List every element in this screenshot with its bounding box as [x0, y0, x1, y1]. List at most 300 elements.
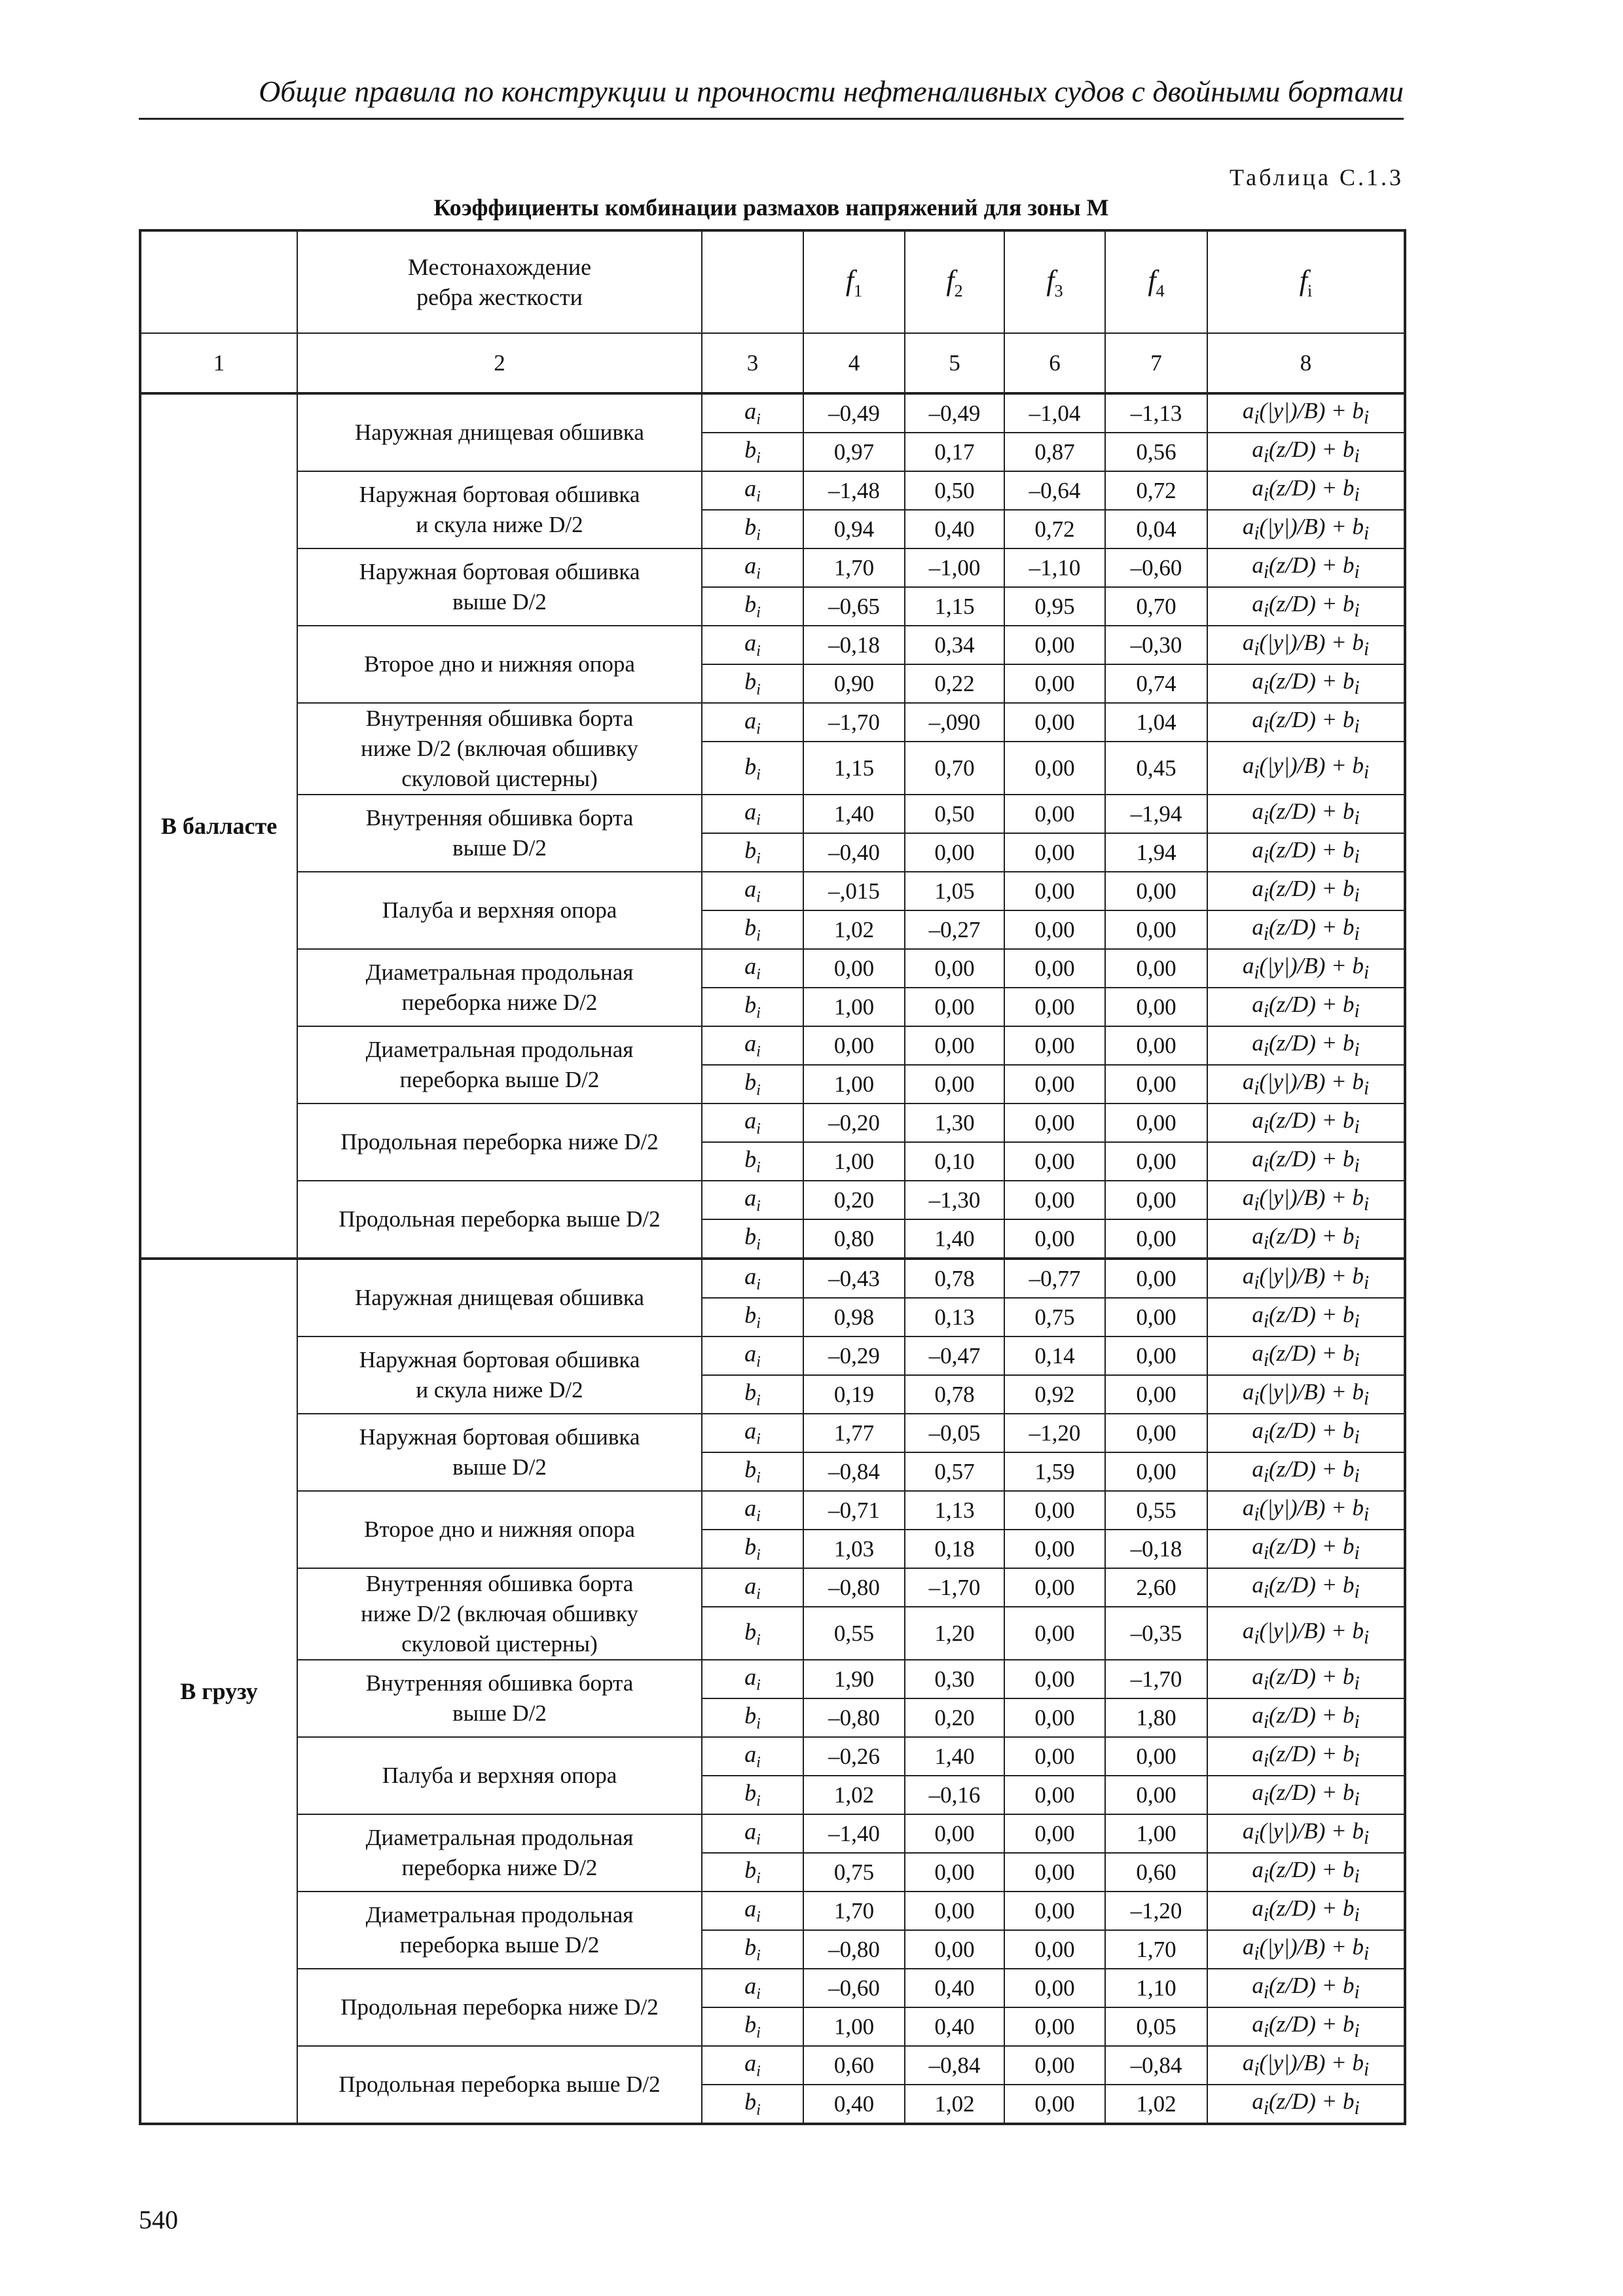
coef-symbol: $b_i$	[702, 910, 803, 949]
coef-value: 0,87	[1004, 433, 1105, 471]
coef-value: 1,70	[803, 548, 905, 587]
coef-value: 0,18	[905, 1530, 1004, 1568]
stiffener-location: Продольная переборка ниже D/2	[297, 1969, 702, 2046]
stiffener-location: Диаметральная продольная переборка выше D/2	[297, 1026, 702, 1103]
fi-formula: $a_i(z/D) + b_i$	[1207, 1530, 1405, 1568]
stiffener-location: Продольная переборка выше D/2	[297, 2046, 702, 2124]
coef-value: 0,00	[1105, 1103, 1207, 1142]
coef-value: –0,80	[803, 1930, 905, 1969]
coef-symbol: $b_i$	[702, 587, 803, 626]
coef-symbol: $b_i$	[702, 510, 803, 548]
table-row	[140, 1414, 1405, 1452]
coef-value: 0,00	[905, 1065, 1004, 1103]
coef-value: 0,00	[1004, 1969, 1105, 2007]
coef-symbol: $a_i$	[702, 1568, 803, 1607]
coef-symbol: $b_i$	[702, 1530, 803, 1568]
coef-value: –1,94	[1105, 795, 1207, 833]
coef-value: 1,02	[905, 2085, 1004, 2124]
coef-value: 1,00	[803, 988, 905, 1026]
coef-value: 0,45	[1105, 742, 1207, 795]
coef-value: –0,47	[905, 1336, 1004, 1375]
coef-symbol: $b_i$	[702, 1219, 803, 1259]
coef-value: –0,27	[905, 910, 1004, 949]
table-caption: Коэффициенты комбинации размахов напряжений для зоны М	[433, 194, 1109, 221]
table-row	[140, 2046, 1405, 2085]
coef-value: –1,13	[1105, 393, 1207, 433]
coef-symbol: $b_i$	[702, 1142, 803, 1181]
table-row	[140, 795, 1405, 833]
coef-value: –0,18	[803, 626, 905, 664]
coef-symbol: $b_i$	[702, 1298, 803, 1336]
stiffener-location: Наружная днищевая обшивка	[297, 393, 702, 471]
coef-value: –0,30	[1105, 626, 1207, 664]
fi-formula: $a_i(z/D) + b_i$	[1207, 1452, 1405, 1491]
coef-value: 0,00	[1105, 1026, 1207, 1065]
coef-value: 0,40	[905, 510, 1004, 548]
fi-formula: $a_i(|y|)/B) + b_i$	[1207, 1607, 1405, 1660]
coef-symbol: $b_i$	[702, 1853, 803, 1892]
header-location: Местонахождение ребра жесткости	[297, 230, 702, 333]
coef-value: 0,72	[1105, 471, 1207, 510]
coef-value: 1,77	[803, 1414, 905, 1452]
coef-value: –0,20	[803, 1103, 905, 1142]
coef-symbol: $a_i$	[702, 703, 803, 742]
stiffener-location: Второе дно и нижняя опора	[297, 626, 702, 703]
coef-value: –1,70	[905, 1568, 1004, 1607]
coef-value: 0,40	[905, 1969, 1004, 2007]
fi-formula: $a_i(|y|)/B) + b_i$	[1207, 1491, 1405, 1530]
coef-value: –0,80	[803, 1698, 905, 1737]
coef-value: 0,55	[803, 1607, 905, 1660]
coef-symbol: $a_i$	[702, 548, 803, 587]
coef-value: 1,00	[803, 2007, 905, 2046]
stiffener-location: Внутренняя обшивка борта ниже D/2 (включая обшивку скуловой цистерны)	[297, 1568, 702, 1660]
coef-symbol: $b_i$	[702, 2085, 803, 2124]
coef-symbol: $b_i$	[702, 1698, 803, 1737]
coef-value: 0,00	[905, 1930, 1004, 1969]
coef-value: 1,00	[803, 1142, 905, 1181]
coef-value: 0,10	[905, 1142, 1004, 1181]
coef-value: 0,00	[1004, 910, 1105, 949]
fi-formula: $a_i(z/D) + b_i$	[1207, 471, 1405, 510]
stiffener-location: Диаметральная продольная переборка ниже D/2	[297, 949, 702, 1026]
table-row	[140, 1969, 1405, 2007]
coef-value: 0,00	[803, 949, 905, 988]
coef-symbol: $a_i$	[702, 1181, 803, 1219]
table-body	[140, 230, 1405, 2124]
fi-formula: $a_i(z/D) + b_i$	[1207, 1568, 1405, 1607]
stiffener-location: Наружная бортовая обшивка и скула ниже D/2	[297, 1336, 702, 1414]
fi-formula: $a_i(z/D) + b_i$	[1207, 2007, 1405, 2046]
fi-formula: $a_i(z/D) + b_i$	[1207, 1026, 1405, 1065]
load-condition: В грузу	[140, 1259, 297, 2124]
coef-value: 0,22	[905, 664, 1004, 703]
coef-value: 1,05	[905, 872, 1004, 910]
coef-symbol: $a_i$	[702, 1259, 803, 1298]
coef-value: 0,00	[1105, 1414, 1207, 1452]
fi-formula: $a_i(|y|)/B) + b_i$	[1207, 1065, 1405, 1103]
coef-value: 0,19	[803, 1375, 905, 1414]
coef-value: –0,26	[803, 1737, 905, 1776]
coef-value: 0,00	[1105, 988, 1207, 1026]
coef-value: 1,40	[905, 1219, 1004, 1259]
coef-value: –0,49	[803, 393, 905, 433]
load-condition: В балласте	[140, 393, 297, 1259]
coef-symbol: $a_i$	[702, 949, 803, 988]
header-f4: $f_4$	[1105, 230, 1207, 333]
coef-symbol: $b_i$	[702, 833, 803, 872]
coef-value: 0,72	[1004, 510, 1105, 548]
coef-value: –0,29	[803, 1336, 905, 1375]
coef-value: 0,00	[1004, 703, 1105, 742]
fi-formula: $a_i(|y|)/B) + b_i$	[1207, 1930, 1405, 1969]
coef-value: 1,02	[803, 910, 905, 949]
table-row	[140, 1892, 1405, 1930]
coef-value: 0,00	[1004, 1853, 1105, 1892]
coef-symbol: $b_i$	[702, 1065, 803, 1103]
column-number: 8	[1207, 333, 1405, 393]
fi-formula: $a_i(z/D) + b_i$	[1207, 910, 1405, 949]
coef-symbol: $b_i$	[702, 1607, 803, 1660]
coef-value: 0,00	[1004, 1892, 1105, 1930]
coef-value: 0,00	[1105, 1336, 1207, 1375]
table-row	[140, 393, 1405, 433]
coef-value: –1,40	[803, 1814, 905, 1853]
coef-value: –0,16	[905, 1776, 1004, 1814]
coef-value: 0,56	[1105, 433, 1207, 471]
coef-value: 0,00	[905, 1853, 1004, 1892]
coef-symbol: $b_i$	[702, 1930, 803, 1969]
stiffener-location: Внутренняя обшивка борта выше D/2	[297, 1660, 702, 1737]
fi-formula: $a_i(z/D) + b_i$	[1207, 664, 1405, 703]
coef-value: 0,70	[1105, 587, 1207, 626]
fi-formula: $a_i(z/D) + b_i$	[1207, 1142, 1405, 1181]
coef-value: 0,40	[803, 2085, 905, 2124]
fi-formula: $a_i(z/D) + b_i$	[1207, 795, 1405, 833]
coef-value: 0,00	[1004, 988, 1105, 1026]
fi-formula: $a_i(z/D) + b_i$	[1207, 548, 1405, 587]
coef-value: –0,43	[803, 1259, 905, 1298]
coef-value: 0,00	[905, 1814, 1004, 1853]
coef-value: 0,75	[1004, 1298, 1105, 1336]
table-row	[140, 1737, 1405, 1776]
fi-formula: $a_i(|y|)/B) + b_i$	[1207, 626, 1405, 664]
coef-value: 0,55	[1105, 1491, 1207, 1530]
header-f1: $f_1$	[803, 230, 905, 333]
coef-value: –1,48	[803, 471, 905, 510]
coef-value: 1,94	[1105, 833, 1207, 872]
stiffener-location: Палуба и верхняя опора	[297, 872, 702, 949]
coef-value: –1,70	[1105, 1660, 1207, 1698]
coef-value: 0,00	[1105, 1737, 1207, 1776]
coef-value: –0,18	[1105, 1530, 1207, 1568]
coef-value: –,015	[803, 872, 905, 910]
coef-value: 0,00	[1004, 1103, 1105, 1142]
coef-value: 0,00	[1105, 1259, 1207, 1298]
coef-symbol: $b_i$	[702, 1452, 803, 1491]
coef-symbol: $b_i$	[702, 664, 803, 703]
fi-formula: $a_i(|y|)/B) + b_i$	[1207, 2046, 1405, 2085]
coef-value: –0,35	[1105, 1607, 1207, 1660]
fi-formula: $a_i(|y|)/B) + b_i$	[1207, 1181, 1405, 1219]
table-row	[140, 703, 1405, 742]
coef-value: 1,10	[1105, 1969, 1207, 2007]
coef-value: 0,00	[1004, 1181, 1105, 1219]
coef-value: 0,00	[1004, 872, 1105, 910]
table-row	[140, 872, 1405, 910]
coef-value: 0,00	[1004, 1491, 1105, 1530]
coef-value: 0,92	[1004, 1375, 1105, 1414]
coef-value: 0,17	[905, 433, 1004, 471]
coef-value: 1,02	[803, 1776, 905, 1814]
coef-value: 0,00	[1004, 1737, 1105, 1776]
coef-value: 1,13	[905, 1491, 1004, 1530]
coef-value: –0,84	[905, 2046, 1004, 2085]
coef-value: 0,75	[803, 1853, 905, 1892]
fi-formula: $a_i(z/D) + b_i$	[1207, 1336, 1405, 1375]
table-row	[140, 949, 1405, 988]
table-row	[140, 1491, 1405, 1530]
coef-value: 0,00	[1004, 1814, 1105, 1853]
fi-formula: $a_i(z/D) + b_i$	[1207, 1698, 1405, 1737]
coef-value: 0,00	[1105, 872, 1207, 910]
header-empty-cell	[140, 230, 297, 333]
coef-value: 0,00	[1004, 1530, 1105, 1568]
coef-symbol: $a_i$	[702, 393, 803, 433]
coef-symbol: $b_i$	[702, 433, 803, 471]
coefficients-table	[139, 229, 1406, 2125]
header-coef-cell	[702, 230, 803, 333]
coef-value: 0,00	[1004, 1660, 1105, 1698]
coef-value: 0,00	[1105, 1219, 1207, 1259]
fi-formula: $a_i(z/D) + b_i$	[1207, 587, 1405, 626]
coef-value: 0,00	[1004, 742, 1105, 795]
fi-formula: $a_i(z/D) + b_i$	[1207, 1414, 1405, 1452]
fi-formula: $a_i(|y|)/B) + b_i$	[1207, 393, 1405, 433]
stiffener-location: Внутренняя обшивка борта ниже D/2 (включая обшивку скуловой цистерны)	[297, 703, 702, 795]
fi-formula: $a_i(z/D) + b_i$	[1207, 1892, 1405, 1930]
coef-symbol: $a_i$	[702, 1103, 803, 1142]
coef-value: 0,80	[803, 1219, 905, 1259]
fi-formula: $a_i(z/D) + b_i$	[1207, 1103, 1405, 1142]
coef-value: 0,00	[1105, 1142, 1207, 1181]
coef-value: 0,00	[1004, 664, 1105, 703]
coef-value: –1,00	[905, 548, 1004, 587]
coef-value: 0,98	[803, 1298, 905, 1336]
coef-value: 0,95	[1004, 587, 1105, 626]
coef-value: 0,30	[905, 1660, 1004, 1698]
stiffener-location: Палуба и верхняя опора	[297, 1737, 702, 1814]
coef-value: –1,70	[803, 703, 905, 742]
table-row	[140, 1259, 1405, 1298]
column-number: 1	[140, 333, 297, 393]
coef-value: –0,71	[803, 1491, 905, 1530]
coef-symbol: $a_i$	[702, 872, 803, 910]
coef-value: 0,20	[905, 1698, 1004, 1737]
fi-formula: $a_i(z/D) + b_i$	[1207, 1853, 1405, 1892]
coef-value: 0,78	[905, 1259, 1004, 1298]
column-number: 5	[905, 333, 1004, 393]
coef-value: –0,60	[803, 1969, 905, 2007]
coef-symbol: $a_i$	[702, 1814, 803, 1853]
column-number: 7	[1105, 333, 1207, 393]
coef-value: 0,00	[1004, 1219, 1105, 1259]
coef-value: 1,00	[803, 1065, 905, 1103]
coef-value: 0,50	[905, 471, 1004, 510]
header-f3: $f_3$	[1004, 230, 1105, 333]
table-row	[140, 1568, 1405, 1607]
coef-symbol: $a_i$	[702, 795, 803, 833]
coef-value: 0,14	[1004, 1336, 1105, 1375]
coef-value: 0,00	[1004, 2085, 1105, 2124]
coef-value: 0,00	[905, 1892, 1004, 1930]
table-row	[140, 471, 1405, 510]
fi-formula: $a_i(z/D) + b_i$	[1207, 703, 1405, 742]
coef-symbol: $a_i$	[702, 1892, 803, 1930]
coef-value: 0,00	[1004, 833, 1105, 872]
coef-symbol: $b_i$	[702, 2007, 803, 2046]
coef-value: 1,15	[905, 587, 1004, 626]
stiffener-location: Наружная днищевая обшивка	[297, 1259, 702, 1336]
stiffener-location: Наружная бортовая обшивка выше D/2	[297, 1414, 702, 1491]
column-number: 6	[1004, 333, 1105, 393]
coef-value: 1,70	[803, 1892, 905, 1930]
coef-value: 0,74	[1105, 664, 1207, 703]
coef-value: 0,00	[905, 949, 1004, 988]
fi-formula: $a_i(z/D) + b_i$	[1207, 433, 1405, 471]
coef-symbol: $b_i$	[702, 742, 803, 795]
coef-symbol: $a_i$	[702, 1660, 803, 1698]
fi-formula: $a_i(z/D) + b_i$	[1207, 1298, 1405, 1336]
header-f2: $f_2$	[905, 230, 1004, 333]
coef-symbol: $a_i$	[702, 1336, 803, 1375]
coef-symbol: $b_i$	[702, 988, 803, 1026]
fi-formula: $a_i(z/D) + b_i$	[1207, 988, 1405, 1026]
coef-value: 1,30	[905, 1103, 1004, 1142]
table-row	[140, 1336, 1405, 1375]
coef-value: 0,70	[905, 742, 1004, 795]
coef-value: 0,60	[1105, 1853, 1207, 1892]
coef-value: 0,00	[1004, 1607, 1105, 1660]
coef-value: 0,13	[905, 1298, 1004, 1336]
coef-value: 0,04	[1105, 510, 1207, 548]
fi-formula: $a_i(z/D) + b_i$	[1207, 2085, 1405, 2124]
coef-symbol: $a_i$	[702, 1737, 803, 1776]
coef-value: 0,00	[1004, 1930, 1105, 1969]
stiffener-location: Второе дно и нижняя опора	[297, 1491, 702, 1568]
coef-value: –1,04	[1004, 393, 1105, 433]
table-row	[140, 1814, 1405, 1853]
coef-value: 0,00	[1004, 1065, 1105, 1103]
coef-value: –0,49	[905, 393, 1004, 433]
coef-value: 1,20	[905, 1607, 1004, 1660]
coef-symbol: $a_i$	[702, 1414, 803, 1452]
coef-value: –0,40	[803, 833, 905, 872]
fi-formula: $a_i(z/D) + b_i$	[1207, 833, 1405, 872]
coef-value: 0,00	[905, 988, 1004, 1026]
coef-value: –1,30	[905, 1181, 1004, 1219]
stiffener-location: Наружная бортовая обшивка выше D/2	[297, 548, 702, 626]
coef-value: 0,00	[1004, 1026, 1105, 1065]
coef-value: –0,60	[1105, 548, 1207, 587]
fi-formula: $a_i(z/D) + b_i$	[1207, 1969, 1405, 2007]
coef-value: 0,00	[1004, 2046, 1105, 2085]
coef-value: 0,50	[905, 795, 1004, 833]
coef-value: 0,00	[1105, 949, 1207, 988]
header-row	[140, 230, 1405, 333]
table-row	[140, 1660, 1405, 1698]
table-row	[140, 1026, 1405, 1065]
coef-symbol: $a_i$	[702, 1969, 803, 2007]
coef-value: 1,40	[803, 795, 905, 833]
fi-formula: $a_i(z/D) + b_i$	[1207, 1660, 1405, 1698]
coef-value: 0,94	[803, 510, 905, 548]
stiffener-location: Продольная переборка выше D/2	[297, 1181, 702, 1259]
coef-value: 1,90	[803, 1660, 905, 1698]
coef-value: –1,10	[1004, 548, 1105, 587]
coef-value: 1,40	[905, 1737, 1004, 1776]
stiffener-location: Продольная переборка ниже D/2	[297, 1103, 702, 1181]
coef-symbol: $a_i$	[702, 1026, 803, 1065]
column-number-row	[140, 333, 1405, 393]
header-fi: $f_i$	[1207, 230, 1405, 333]
coef-value: 0,00	[1105, 1452, 1207, 1491]
stiffener-location: Диаметральная продольная переборка выше D/2	[297, 1892, 702, 1969]
stiffener-location: Диаметральная продольная переборка ниже D/2	[297, 1814, 702, 1892]
page-number: 540	[139, 2205, 178, 2234]
coef-value: 0,00	[1105, 910, 1207, 949]
table-number: Таблица С.1.3	[1230, 164, 1404, 190]
coef-symbol: $b_i$	[702, 1375, 803, 1414]
coef-value: 0,00	[1105, 1065, 1207, 1103]
coef-value: 1,70	[1105, 1930, 1207, 1969]
fi-formula: $a_i(z/D) + b_i$	[1207, 1737, 1405, 1776]
coef-value: 0,57	[905, 1452, 1004, 1491]
coef-value: –1,20	[1004, 1414, 1105, 1452]
table-row	[140, 1103, 1405, 1142]
coef-value: 0,90	[803, 664, 905, 703]
fi-formula: $a_i(|y|)/B) + b_i$	[1207, 1375, 1405, 1414]
coef-symbol: $a_i$	[702, 471, 803, 510]
fi-formula: $a_i(z/D) + b_i$	[1207, 872, 1405, 910]
coef-value: –0,80	[803, 1568, 905, 1607]
table-row	[140, 626, 1405, 664]
coef-value: 0,00	[1004, 2007, 1105, 2046]
coef-value: –0,77	[1004, 1259, 1105, 1298]
fi-formula: $a_i(|y|)/B) + b_i$	[1207, 510, 1405, 548]
stiffener-location: Наружная бортовая обшивка и скула ниже D/2	[297, 471, 702, 548]
coef-value: 0,60	[803, 2046, 905, 2085]
coef-value: 0,78	[905, 1375, 1004, 1414]
coef-symbol: $b_i$	[702, 1776, 803, 1814]
coef-value: 0,20	[803, 1181, 905, 1219]
coef-value: 1,00	[1105, 1814, 1207, 1853]
fi-formula: $a_i(z/D) + b_i$	[1207, 1219, 1405, 1259]
table-row	[140, 1181, 1405, 1219]
coef-value: 0,00	[1105, 1298, 1207, 1336]
coef-value: –1,20	[1105, 1892, 1207, 1930]
coef-value: 1,02	[1105, 2085, 1207, 2124]
fi-formula: $a_i(|y|)/B) + b_i$	[1207, 949, 1405, 988]
fi-formula: $a_i(z/D) + b_i$	[1207, 1776, 1405, 1814]
coef-value: 0,00	[1004, 1568, 1105, 1607]
coef-value: 0,00	[1004, 949, 1105, 988]
coef-value: 0,40	[905, 2007, 1004, 2046]
coef-value: 0,00	[803, 1026, 905, 1065]
coef-value: 0,34	[905, 626, 1004, 664]
coef-value: 0,00	[1004, 1698, 1105, 1737]
coef-value: 1,04	[1105, 703, 1207, 742]
